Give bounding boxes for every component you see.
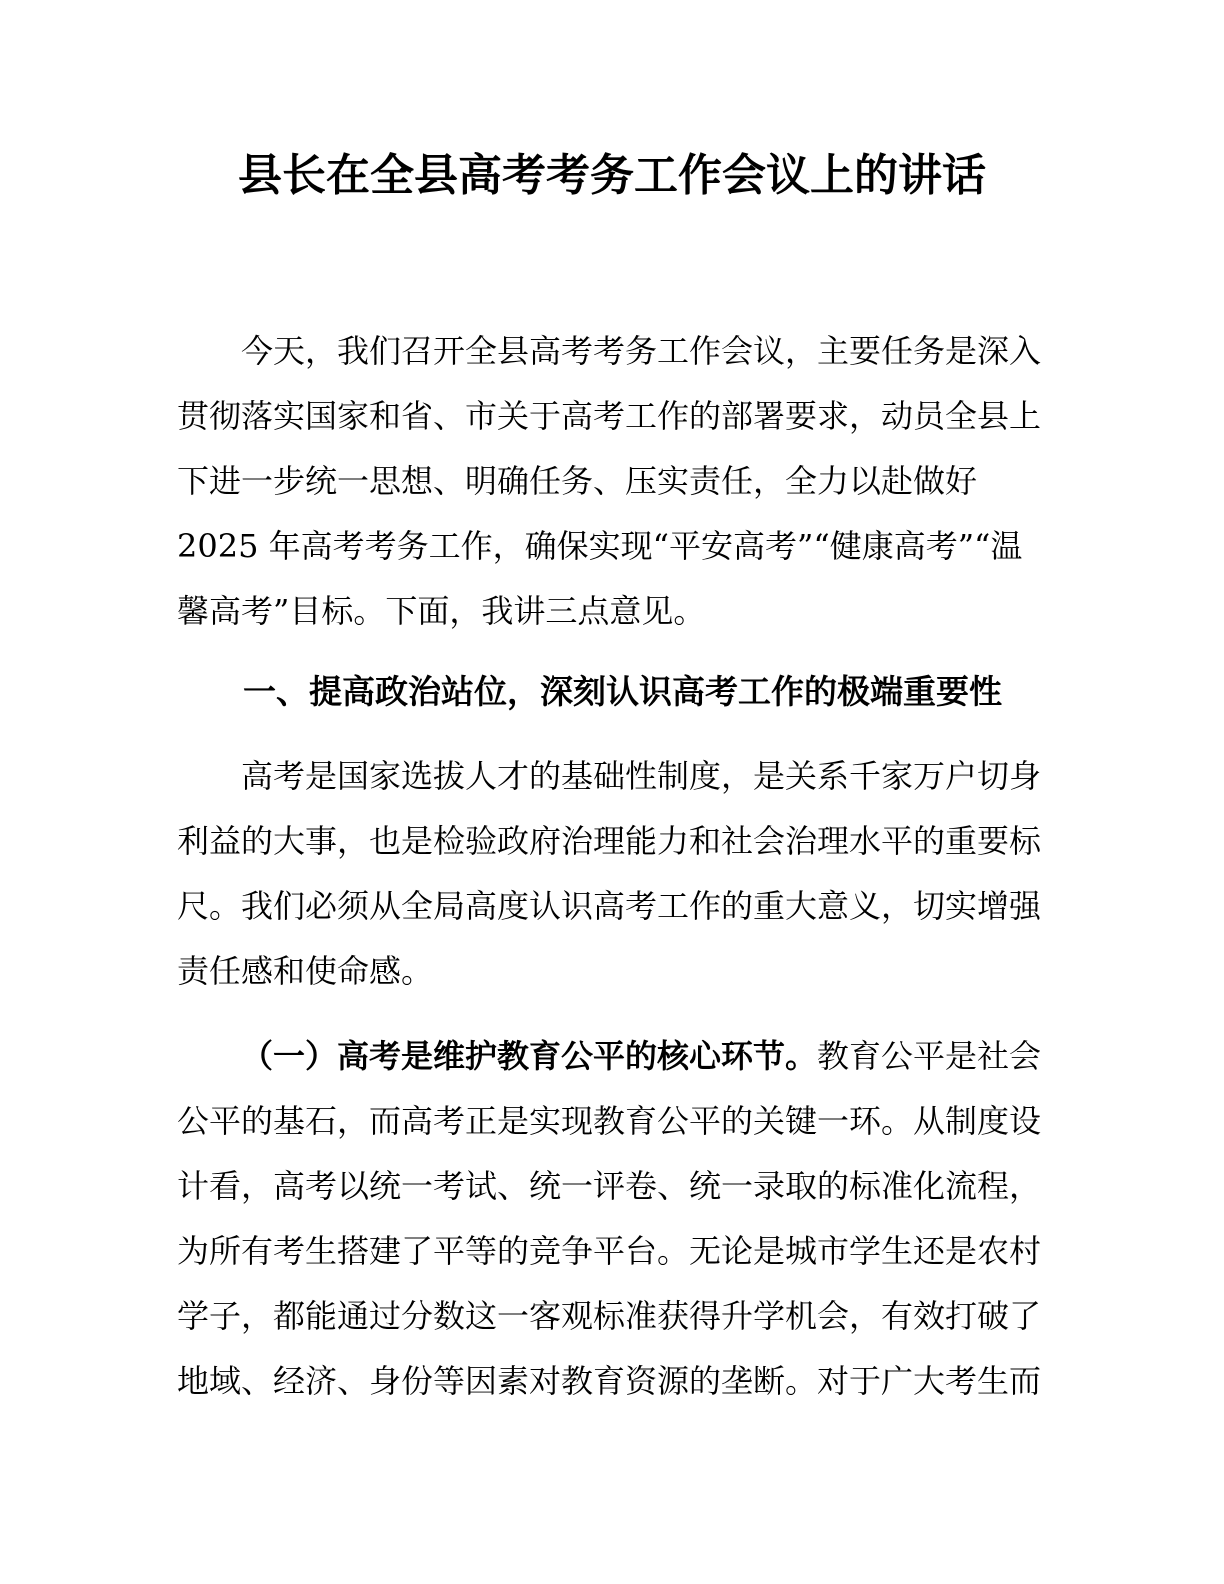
subsection-1-body-text: 教育公平是社会公平的基石，而高考正是实现教育公平的关键一环。从制度设计看，高考以统一考试、统一评卷、统一录取的标准化流程，为所有考生搭建了平等的竞争平台。无论是城市学生还是农村学子，都能通过分数这一客观标准获得升学机会，有效打破了地域、经济、身份等因素对教育资源的垄断。对于广大考生而: [177, 1037, 1042, 1400]
section-1-paragraph: 高考是国家选拔人才的基础性制度，是关系千家万户切身利益的大事，也是检验政府治理能力和社会治理水平的重要标尺。我们必须从全局高度认识高考工作的重大意义，切实增强责任感和使命感。: [177, 757, 1042, 990]
section-1-heading: 一、提高政治站位，深刻认识高考工作的极端重要性: [243, 672, 1002, 711]
document-title: 县长在全县高考考务工作会议上的讲话: [238, 150, 986, 201]
subsection-1-paragraph: [177, 1024, 1047, 1414]
document-content: [177, 145, 1047, 1414]
intro-paragraph: 今天，我们召开全县高考考务工作会议，主要任务是深入贯彻落实国家和省、市关于高考工作的部署要求，动员全县上下进一步统一思想、明确任务、压实责任，全力以赴做好 2025 年高考考务工作，确保实现“平安高考”“健康高考”“温馨高考”目标。下面，我讲三点意见。: [177, 332, 1042, 630]
subsection-1-lead-text: （一）高考是维护教育公平的核心环节。: [241, 1037, 818, 1075]
